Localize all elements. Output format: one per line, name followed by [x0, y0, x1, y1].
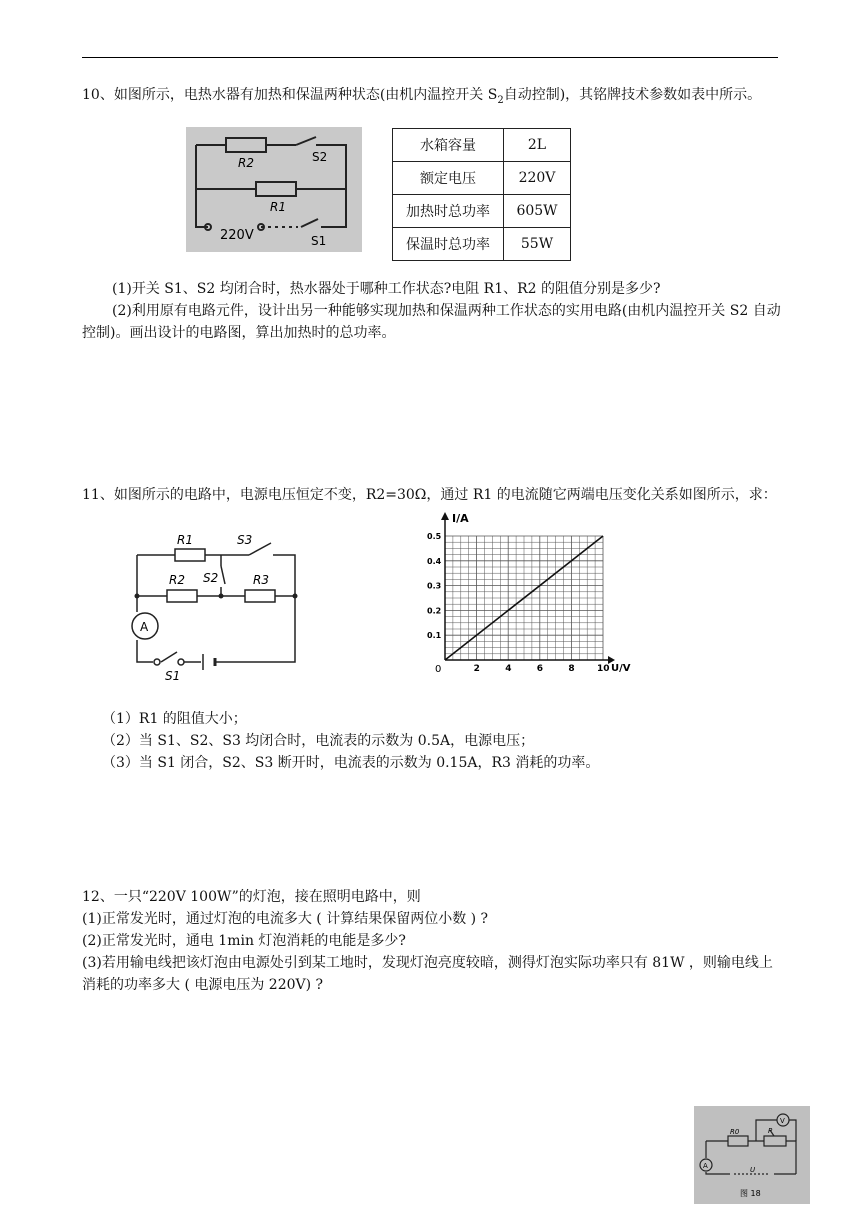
q10-label-s1: S1 [311, 234, 327, 248]
y-tick-label: 0.1 [427, 631, 442, 641]
table-cell: 额定电压 [393, 162, 504, 195]
figure-18 [694, 1106, 810, 1204]
q11-label-s3: S3 [237, 533, 253, 547]
q12-part2: (2)正常发光时，通电 1min 灯泡消耗的电能是多少? [82, 933, 406, 949]
q11-label-s2: S2 [203, 571, 219, 585]
fig18-caption: 图 18 [740, 1189, 761, 1198]
page-top-rule [82, 57, 778, 58]
table-cell: 水箱容量 [393, 129, 504, 162]
table-cell: 加热时总功率 [393, 195, 504, 228]
x-tick-label: 8 [568, 664, 575, 674]
q11-part1: （1）R1 的阻值大小； [102, 711, 247, 727]
x-axis-label: U/V [611, 663, 631, 674]
q10-spec-table [392, 128, 571, 261]
fig18-u-label: U [750, 1166, 756, 1174]
q11-circuit-figure [125, 530, 315, 690]
y-tick-label: 0.5 [427, 532, 442, 541]
q10-label-220v: 220V [220, 228, 254, 243]
q12-stem: 12、一只“220V 100W”的灯泡，接在照明电路中，则 [82, 889, 421, 905]
table-row [393, 129, 571, 162]
fig18-a-label: A [703, 1162, 708, 1170]
y-tick-label: 0.4 [427, 556, 442, 566]
table-cell: 保温时总功率 [393, 228, 504, 261]
x-tick-label: 6 [536, 664, 544, 674]
q12-part1: (1)正常发光时，通过灯泡的电流多大 ( 计算结果保留两位小数 ) ? [82, 911, 489, 927]
y-tick-label: 0.2 [427, 606, 442, 616]
q11-stem: 11、如图所示的电路中，电源电压恒定不变，R2=30Ω，通过 R1 的电流随它两端电压变化关系如图所示，求： [82, 487, 777, 503]
y-tick-label: 0.3 [427, 581, 442, 591]
q10-label-r2: R2 [238, 156, 254, 170]
q11-label-r2: R2 [169, 573, 185, 587]
table-cell: 2L [504, 129, 571, 162]
x-tick-label: 10 [597, 664, 610, 674]
fig18-r0-label: R0 [730, 1128, 740, 1136]
q11-label-r3: R3 [253, 573, 269, 587]
q10-label-r1: R1 [270, 200, 286, 214]
q10-part2: (2)利用原有电路元件，设计出另一种能够实现加热和保温两种工作状态的实用电路(由机内温控开关 S2 自动控制)。画出设计的电路图，算出加热时的总功率。 [82, 303, 781, 341]
iu-chart-svg [425, 508, 640, 678]
q11-part2: （2）当 S1、S2、S3 均闭合时，电流表的示数为 0.5A，电源电压； [102, 733, 535, 749]
table-cell: 220V [504, 162, 571, 195]
y-axis-label: I/A [452, 512, 469, 525]
table-cell: 605W [504, 195, 571, 228]
table-cell: 55W [504, 228, 571, 261]
x-tick-label: 2 [473, 664, 480, 674]
q11-label-s1: S1 [165, 669, 181, 683]
q11-part3: （3）当 S1 闭合，S2、S3 断开时，电流表的示数为 0.15A，R3 消耗的功率。 [102, 755, 600, 771]
fig18-v-label: V [780, 1117, 785, 1125]
y-axis-arrow-icon [441, 512, 449, 520]
table-row [393, 228, 571, 261]
q10-label-s2: S2 [312, 150, 328, 164]
fig18-p-label: P [768, 1127, 773, 1135]
q12-part3: (3)若用输电线把该灯泡由电源处引到某工地时，发现灯泡亮度较暗，测得灯泡实际功率只有 81W ，则输电线上消耗的功率多大 ( 电源电压为 220V) ? [82, 955, 773, 993]
x-tick-label: 4 [505, 664, 512, 674]
q10-circuit-figure [186, 127, 362, 252]
q11-iu-chart [425, 508, 640, 678]
q11-label-r1: R1 [177, 533, 193, 547]
table-row [393, 195, 571, 228]
table-row [393, 162, 571, 195]
q11-ammeter-label: A [140, 620, 149, 634]
q10-stem: 10、如图所示，电热水器有加热和保温两种状态(由机内温控开关 $S_2$自动控制)，其铭牌技术参数如表中所示。 [82, 87, 762, 106]
origin-label: 0 [435, 664, 442, 675]
q10-part1: (1)开关 S1、S2 均闭合时，热水器处于哪种工作状态?电阻 R1、R2 的阻值分别是多少? [112, 281, 661, 297]
